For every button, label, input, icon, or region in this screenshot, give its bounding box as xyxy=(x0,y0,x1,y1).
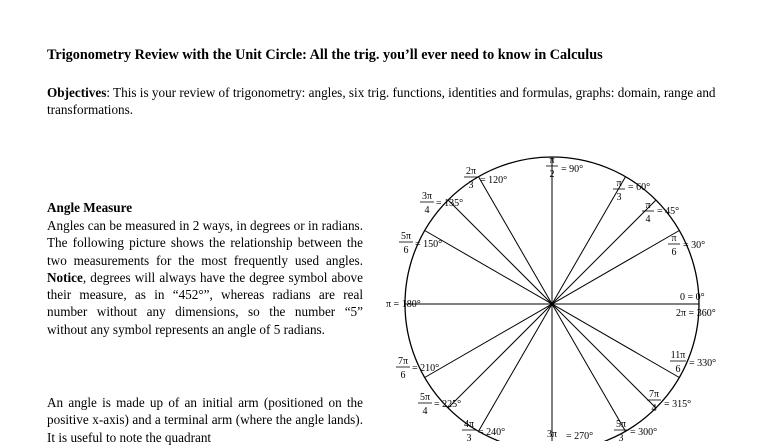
para1-text-b: , degrees will always have the degree symbol above their measure, as in “452°”, whereas radians are real number without any dimensions, so the number “5” without any symbol represents an angle of 5 radians. xyxy=(47,269,363,337)
label-150 xyxy=(399,231,442,256)
label-150-num: 5π xyxy=(400,231,412,242)
label-210-num: 7π xyxy=(397,356,409,367)
label-225-den: 4 xyxy=(422,406,428,417)
label-330-den: 6 xyxy=(675,364,681,375)
label-45-deg: = 45° xyxy=(657,206,680,217)
page-title: Trigonometry Review with the Unit Circle: All the trig. you’ll ever need to know in Calculus xyxy=(47,47,603,63)
label-240-deg: = 240° xyxy=(478,427,506,438)
label-150-deg: = 150° xyxy=(415,239,443,250)
label-210-deg: = 210° xyxy=(412,363,440,374)
label-270 xyxy=(547,429,593,441)
label-90-num: π xyxy=(549,155,555,166)
objectives xyxy=(47,84,737,118)
label-225-num: 5π xyxy=(419,392,431,403)
label-225 xyxy=(418,392,461,417)
label-30 xyxy=(668,233,705,258)
label-120 xyxy=(464,166,507,191)
label-150-den: 6 xyxy=(403,245,409,256)
label-60-deg: = 60° xyxy=(628,182,651,193)
objectives-label: Objectives xyxy=(47,85,107,100)
label-90-den: 2 xyxy=(549,169,555,180)
label-60-num: π xyxy=(616,178,622,189)
label-135-num: 3π xyxy=(421,191,433,202)
label-240-num: 4π xyxy=(463,419,475,430)
label-60-den: 3 xyxy=(616,192,622,203)
label-135 xyxy=(420,191,463,216)
label-315-num: 7π xyxy=(648,389,660,400)
label-30-deg: = 30° xyxy=(683,240,706,251)
angle-measure-paragraph-2: An angle is made up of an initial arm (positioned on the positive x-axis) and a terminal arm (where the angle lands). It is useful to note the quadrant xyxy=(47,395,363,445)
label-135-den: 4 xyxy=(424,205,430,216)
angle-measure-heading: Angle Measure xyxy=(47,200,133,215)
label-315-den: 4 xyxy=(651,403,657,414)
label-240-den: 3 xyxy=(466,433,472,441)
label-0: 0 = 0° xyxy=(680,292,705,303)
objectives-text: : This is your review of trigonometry: angles, six trig. functions, identities and formulas, graphs: domain, range and transformations. xyxy=(47,85,716,117)
label-135-deg: = 135° xyxy=(436,198,464,209)
para1-notice: Notice xyxy=(47,269,83,285)
label-210-den: 6 xyxy=(400,370,406,381)
label-300-den: 3 xyxy=(618,433,624,441)
label-360: 2π = 360° xyxy=(676,308,716,319)
label-330-num: 11π xyxy=(670,350,686,361)
para1-text-a: Angles can be measured in 2 ways, in degrees or in radians. The following picture shows the relationship between the two measurements for the most frequently used angles. xyxy=(47,218,363,268)
label-225-deg: = 225° xyxy=(434,399,462,410)
label-300 xyxy=(614,419,657,441)
label-120-num: 2π xyxy=(465,166,477,177)
label-300-num: 5π xyxy=(615,419,627,430)
label-120-deg: = 120° xyxy=(480,175,508,186)
label-300-deg: = 300° xyxy=(630,427,658,438)
label-45-den: 4 xyxy=(645,214,651,225)
label-330-deg: = 330° xyxy=(689,358,717,369)
label-330 xyxy=(670,350,716,375)
label-30-num: π xyxy=(671,233,677,244)
label-315-deg: = 315° xyxy=(664,399,692,410)
label-90-deg: = 90° xyxy=(561,164,584,175)
label-270-num: 3π xyxy=(546,429,558,440)
label-180: π = 180° xyxy=(386,299,421,310)
unit-circle-diagram xyxy=(380,150,784,441)
label-120-den: 3 xyxy=(468,180,474,191)
label-45-num: π xyxy=(645,200,651,211)
angle-measure-paragraph-1 xyxy=(47,217,363,338)
label-30-den: 6 xyxy=(671,247,677,258)
label-210 xyxy=(396,356,439,381)
label-270-deg: = 270° xyxy=(566,431,594,441)
